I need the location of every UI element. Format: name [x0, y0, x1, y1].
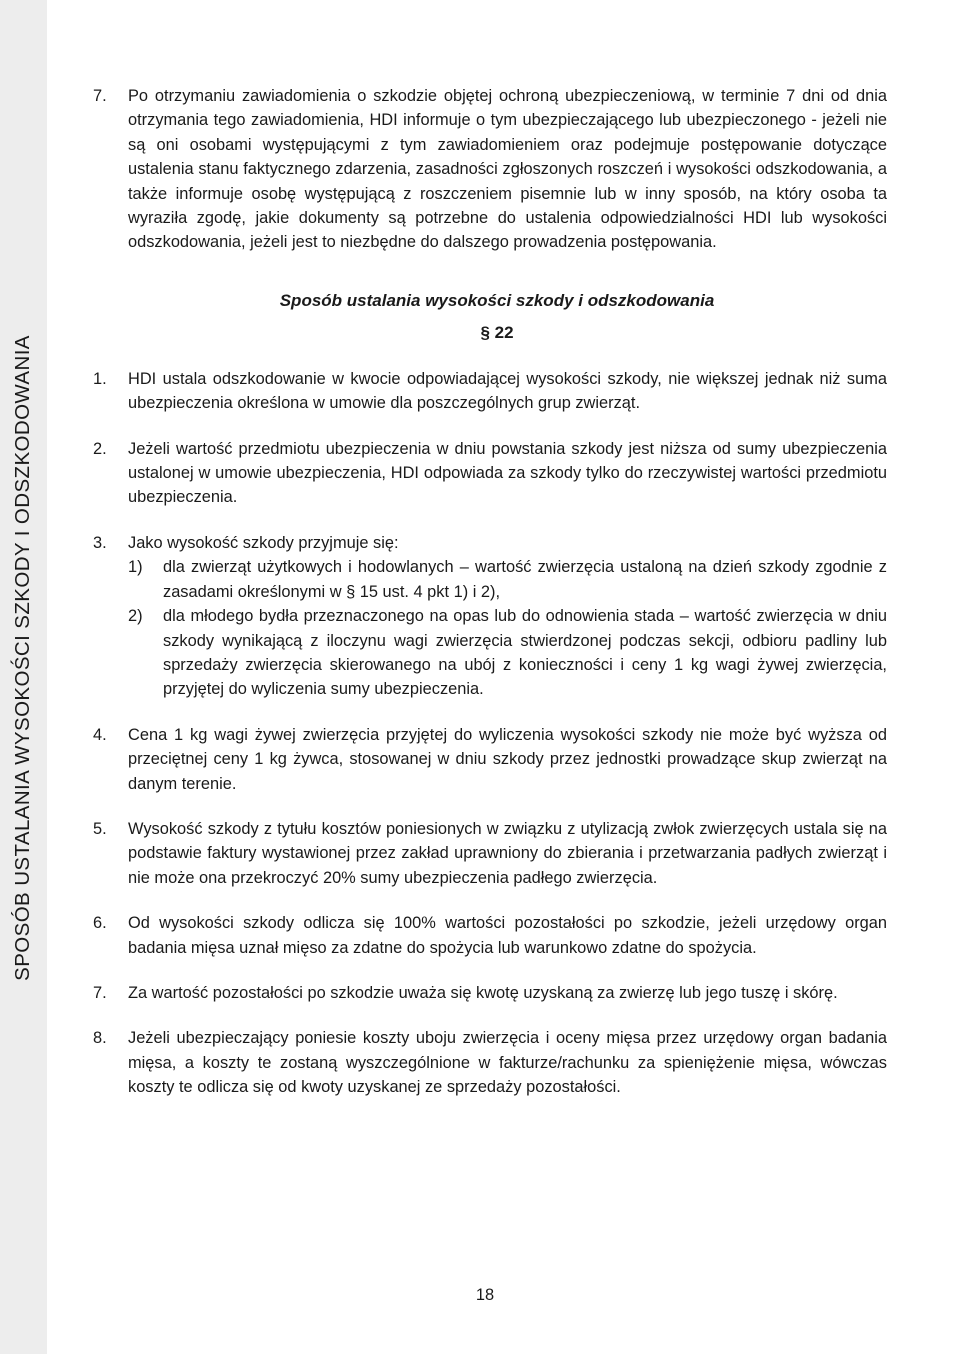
list-item: [93, 981, 887, 1005]
list-item: [93, 531, 887, 702]
section-heading: Sposób ustalania wysokości szkody i odszkodowania: [279, 290, 715, 310]
list-item: [93, 437, 887, 510]
list-item: [93, 911, 887, 960]
item-text: HDI ustala odszkodowanie w kwocie odpowiadającej wysokości szkody, nie większej jednak niż suma ubezpieczenia określona w umowie dla poszczególnych grup zwierząt.: [128, 369, 887, 413]
sub-list-item: [128, 555, 887, 604]
sub-item-number: 1): [128, 558, 143, 577]
item-text: Jeżeli wartość przedmiotu ubezpieczenia w dniu powstania szkody jest niższa od sumy ubezpieczenia ustalonej w umowie ubezpieczenia, HDI odpowiada za szkody tylko do rzeczywistej wartości przedmiotu ubezpieczenia.: [128, 439, 887, 507]
list-item: [93, 367, 887, 416]
item-text: Za wartość pozostałości po szkodzie uważa się kwotę uzyskaną za zwierzę lub jego tuszę i skórę.: [128, 983, 838, 1002]
item-text: Wysokość szkody z tytułu kosztów poniesionych w związku z utylizacją zwłok zwierzęcych ustala się na podstawie faktury wystawionej przez zakład uprawniony do zbierania i przetwarzania padłych zwierząt i nie może ona przekroczyć 20% sumy ubezpieczenia padłego zwierzęcia.: [128, 819, 887, 887]
sub-item-number: 2): [128, 607, 143, 626]
item-body: [128, 531, 887, 702]
item-number: 5.: [93, 819, 107, 838]
item-number: 6.: [93, 914, 107, 933]
item-text: Jako wysokość szkody przyjmuje się:: [128, 533, 399, 552]
list-item: [93, 817, 887, 890]
sub-item-text: dla młodego bydła przeznaczonego na opas lub do odnowienia stada – wartość zwierzęcia w dniu szkody wynikającą z iloczynu wagi zwierzęcia stwierdzonej podczas sekcji, odbioru padliny lub sprzedaży zwierzęcia skierowanego na ubój z konieczności i ceny 1 kg wagi żywej zwierzęcia, przyjętej do wyliczenia sumy ubezpieczenia.: [163, 607, 887, 699]
item-number: 1.: [93, 369, 107, 388]
page-number: 18: [475, 1286, 495, 1304]
item-number: 7.: [93, 983, 107, 1002]
sub-item-text: dla zwierząt użytkowych i hodowlanych – wartość zwierzęcia ustaloną na dzień szkody zgodnie z zasadami określonymi w § 15 ust. 4 pkt 1) i 2),: [163, 558, 887, 601]
sidebar-chapter-title: SPOSÓB USTALANIA WYSOKOŚCI SZKODY I ODSZKODOWANIA: [11, 335, 34, 981]
item-text: Po otrzymaniu zawiadomienia o szkodzie objętej ochroną ubezpieczeniową, w terminie 7 dni od dnia otrzymania tego zawiadomienia, HDI informuje o tym ubezpieczającego lub ubezpieczonego - jeżeli nie są oni osobami występującymi z tym zawiadomieniem oraz podejmuje postępowanie dotyczące ustalenia stanu faktycznego zdarzenia, zasadności zgłoszonych roszczeń i wysokości odszkodowania, a także informuje osobę występującą z roszczeniem pisemnie lub w inny sposób, na który osoba ta wyraziła zgodę, jakie dokumenty są potrzebne do ustalenia odpowiedzialności HDI lub wysokości odszkodowania, jeżeli jest to niezbędne do dalszego prowadzenia postępowania.: [128, 87, 887, 252]
list-item: [93, 1026, 887, 1099]
item-number: 3.: [93, 533, 107, 552]
paragraph-number: § 22: [480, 322, 514, 342]
item-text: Cena 1 kg wagi żywej zwierzęcia przyjętej do wyliczenia wysokości szkody nie może być wyższa od przeciętnej ceny 1 kg żywca, stosowanej w dniu szkody przez jednostki prowadzące skup zwierząt na danym terenie.: [128, 725, 887, 793]
item-number: 2.: [93, 439, 107, 458]
sub-list-item: [128, 604, 887, 702]
item-text: Jeżeli ubezpieczający poniesie koszty uboju zwierzęcia i oceny mięsa przez urzędowy organ badania mięsa, a koszty te zostaną wyszczególnione w fakturze/rachunku za spieniężenie mięsa, wówczas koszty te odlicza się od kwoty uzyskanej ze sprzedaży pozostałości.: [128, 1029, 887, 1097]
sidebar-band: [0, 0, 47, 1354]
page-content: [93, 84, 887, 1100]
item-number: 8.: [93, 1029, 107, 1048]
item-number: 7.: [93, 87, 107, 105]
list-item-intro-7: [93, 84, 887, 255]
item-text: Od wysokości szkody odlicza się 100% wartości pozostałości po szkodzie, jeżeli urzędowy organ badania mięsa uznał mięso za zdatne do spożycia lub warunkowo zdatne do spożycia.: [128, 914, 887, 957]
item-number: 4.: [93, 725, 107, 744]
list-item: [93, 723, 887, 796]
